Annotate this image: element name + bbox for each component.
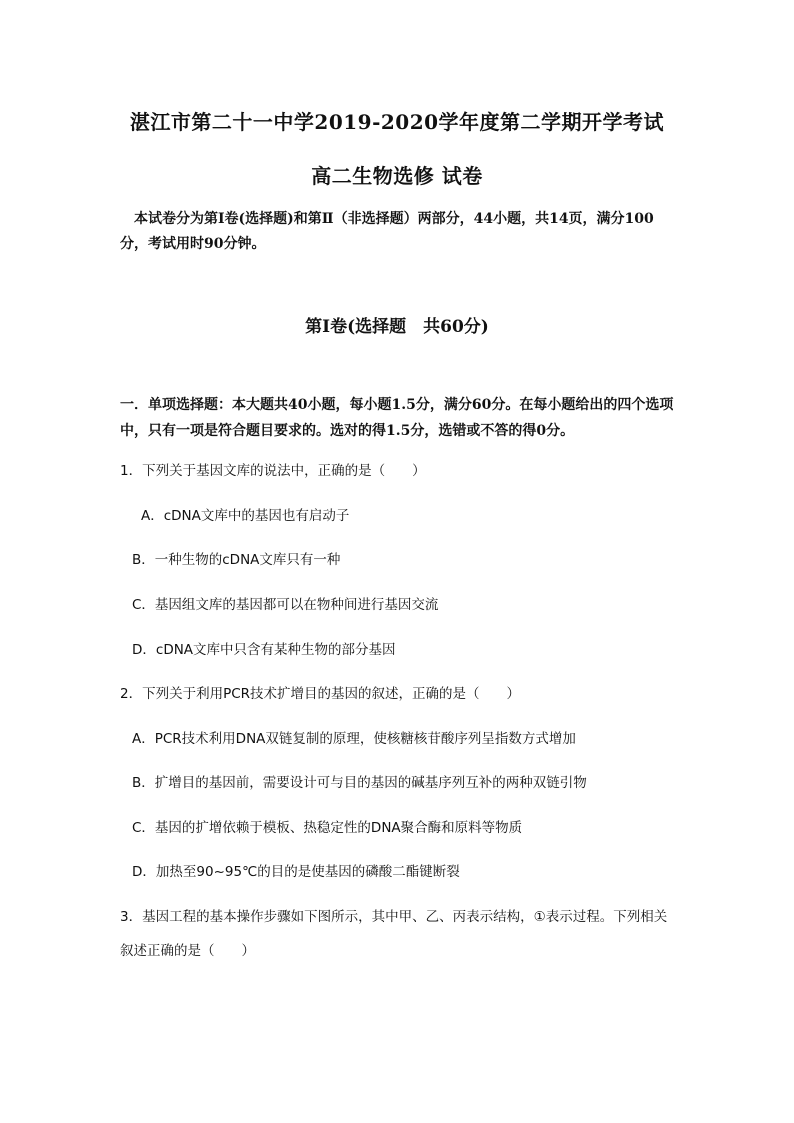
- section-title: 第Ⅰ卷(选择题 共60分): [305, 317, 489, 337]
- question-1-option-b: B．一种生物的cDNA文库只有一种: [132, 552, 341, 568]
- question-1-option-a: A．cDNA文库中的基因也有启动子: [141, 508, 350, 524]
- section-instructions: 一．单项选择题：本大题共40小题，每小题1.5分，满分60分。在每小题给出的四个选项中，只有一项是符合题目要求的。选对的得1.5分，选错或不答的得0分。: [120, 397, 674, 439]
- question-2-stem: 2．下列关于利用PCR技术扩增目的基因的叙述，正确的是（ ）: [120, 686, 521, 702]
- exam-subtitle: 高二生物选修 试卷: [311, 164, 483, 188]
- question-2-option-b: B．扩增目的基因前，需要设计可与目的基因的碱基序列互补的两种双链引物: [132, 775, 587, 791]
- question-2-option-a: A．PCR技术利用DNA双链复制的原理，使核糖核苷酸序列呈指数方式增加: [132, 731, 576, 747]
- question-1-stem: 1．下列关于基因文库的说法中，正确的是（ ）: [120, 463, 426, 479]
- question-2-option-d: D．加热至90~95℃的目的是使基因的磷酸二酯键断裂: [132, 864, 460, 880]
- exam-title: 湛江市第二十一中学2019-2020学年度第二学期开学考试: [129, 110, 665, 134]
- question-1-option-d: D．cDNA文库中只含有某种生物的部分基因: [132, 642, 396, 658]
- question-1-option-c: C．基因组文库的基因都可以在物种间进行基因交流: [132, 597, 439, 613]
- exam-intro: 本试卷分为第Ⅰ卷(选择题)和第Ⅱ（非选择题）两部分，44小题，共14页，满分100分，考试用时90分钟。: [120, 211, 654, 252]
- question-2-option-c: C．基因的扩增依赖于模板、热稳定性的DNA聚合酶和原料等物质: [132, 820, 523, 836]
- question-3-stem: 3．基因工程的基本操作步骤如下图所示，其中甲、乙、丙表示结构，①表示过程。下列相关叙述正确的是（ ）: [120, 909, 668, 959]
